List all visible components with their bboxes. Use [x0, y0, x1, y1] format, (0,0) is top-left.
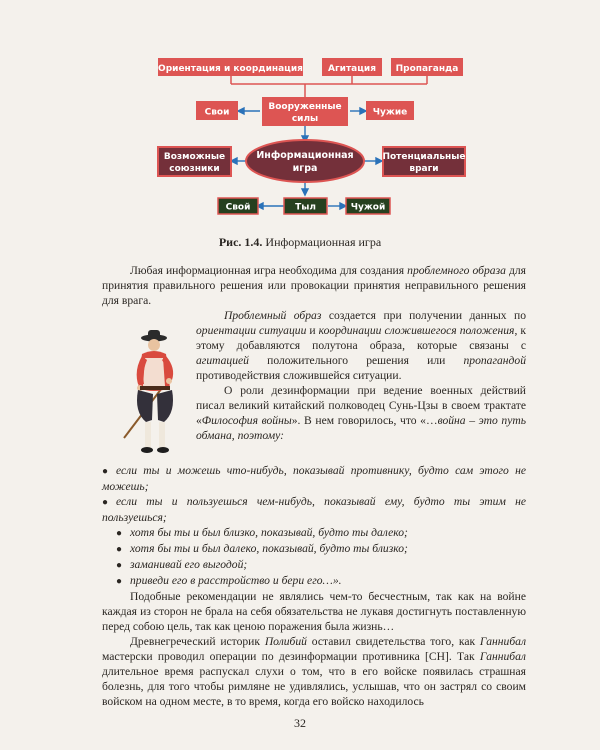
p2-term-problem-image: Проблемный образ	[224, 309, 322, 322]
information-game-ellipse	[246, 140, 364, 182]
own-rear-label: Свой	[225, 202, 251, 213]
figure-title: Информационная игра	[265, 235, 382, 249]
bullets-and-text	[102, 463, 526, 709]
foreign-rear-label: Чужой	[350, 202, 386, 213]
bullet-item	[102, 541, 526, 557]
p5-part-7: длительное время распускал слухи о том, что в его войске появилась страшная болезнь, для того чтобы римляне не удивлялись, услышав, что он застрял со своим войском на одном месте, в то время, когда его войско находилось	[102, 665, 526, 708]
bullet-dot-icon: ●	[116, 528, 123, 539]
bullet-dot-icon: ●	[116, 576, 123, 587]
possible-allies-line1: Возможные	[163, 152, 226, 162]
p5-part-5: мастерски проводил операции по дезинформации противника [СН]. Так	[102, 650, 480, 663]
p2-term-agitation: агитацией	[196, 354, 249, 367]
bullet-dot-icon: ●	[116, 544, 123, 555]
p2-part-6: , к этому добавляются полутона образа, которые связаны с	[196, 324, 526, 352]
p2-part-10: противодействия сложившейся ситуации.	[196, 369, 402, 382]
agitation-label: Агитация	[327, 64, 377, 74]
bullet-item	[102, 463, 526, 494]
p5-name-hannibal: Ганнибал	[479, 635, 527, 648]
p2-part-2: создается при получении данных по	[321, 309, 526, 322]
p5-part-3: оставил свидетельства того, как	[306, 635, 480, 648]
bullet-text: хотя бы ты и был близко, показывай, будто ты далеко;	[130, 526, 408, 539]
rear-label: Тыл	[295, 202, 316, 213]
p2-term-propaganda: пропагандой	[463, 354, 526, 367]
bullet-item	[102, 494, 526, 525]
page-number: 32	[294, 716, 306, 730]
p2-part-4: и	[306, 324, 319, 337]
paragraph-1	[102, 263, 526, 308]
bullet-dot-icon: ●	[116, 560, 123, 571]
figure-caption	[0, 234, 600, 250]
p2-term-coordination: координации сложившегося положения	[318, 324, 515, 337]
p5-name-hannibal-2: Ганнибал	[479, 650, 526, 663]
p1-part-1: Любая информационная игра необходима для создания	[130, 264, 408, 277]
bullet-text: приведи его в расстройство и бери его…».	[130, 574, 342, 587]
paragraph-2-3	[196, 308, 526, 443]
p3-quote-start: война – это путь обмана, поэтому:	[196, 414, 527, 442]
paragraph-5	[102, 634, 526, 709]
bullet-item	[102, 525, 526, 541]
warrior-illustration	[118, 328, 190, 460]
potential-enemies-line1: Потенциальные	[382, 152, 466, 162]
bullet-item	[102, 573, 526, 589]
bullet-text: если ты и пользуешься чем-нибудь, показывай ему, будто ты этим не пользуешься;	[102, 495, 526, 524]
red-connectors	[231, 76, 427, 97]
potential-enemies-line2: враги	[409, 164, 439, 174]
bullet-text: заманивай его выгодой;	[130, 558, 248, 571]
p3-part-3: ». В нем говорилось, что «…	[291, 414, 438, 427]
p5-name-polybius: Полибий	[264, 635, 307, 648]
bullet-text: если ты и можешь что-нибудь, показывай противнику, будто сам этого не можешь;	[102, 464, 526, 493]
foreign-label: Чужие	[372, 107, 408, 118]
bullet-dot-icon: ●	[102, 466, 109, 477]
own-label: Свои	[204, 107, 230, 118]
armed-forces-label-line1: Вооруженные	[268, 102, 342, 112]
possible-allies-line2: союзники	[169, 164, 220, 174]
p2-part-8: положительного решения или	[248, 354, 464, 367]
paragraph-4: Подобные рекомендации не являлись чем-то бесчестным, так как на войне каждая из сторон не брала на себя обязательства не лукавя достигнуть поставленную перед собою цель, так как ценою поражения была жизнь…	[102, 590, 526, 633]
p3-treatise-title: Философия войны	[201, 414, 292, 427]
bullet-text: хотя бы ты и был далеко, показывай, будто ты близко;	[130, 542, 408, 555]
bullet-item	[102, 557, 526, 573]
p3-part-1: О роли дезинформации при ведение военных действий писал великий китайский полководец Сунь-Цзы в своем трактате «	[196, 384, 526, 427]
figure-number: Рис. 1.4.	[218, 235, 263, 249]
information-game-label-line1: Информационная	[256, 150, 354, 161]
armed-forces-label-line2: силы	[291, 114, 319, 124]
information-game-diagram	[0, 0, 600, 230]
information-game-label-line2: игра	[292, 163, 318, 174]
propaganda-label: Пропаганда	[395, 64, 459, 74]
p1-part-3: для принятия правильного решения или провокации принятия неправильного решения для врага.	[102, 264, 526, 307]
bullet-dot-icon: ●	[102, 497, 109, 508]
p1-term-problem-image: проблемного образа	[407, 264, 506, 277]
p2-term-orientation: ориентации ситуации	[196, 324, 307, 337]
p5-part-1: Древнегреческий историк	[130, 635, 265, 648]
orientation-coordination-label: Ориентация и координация	[158, 64, 303, 74]
